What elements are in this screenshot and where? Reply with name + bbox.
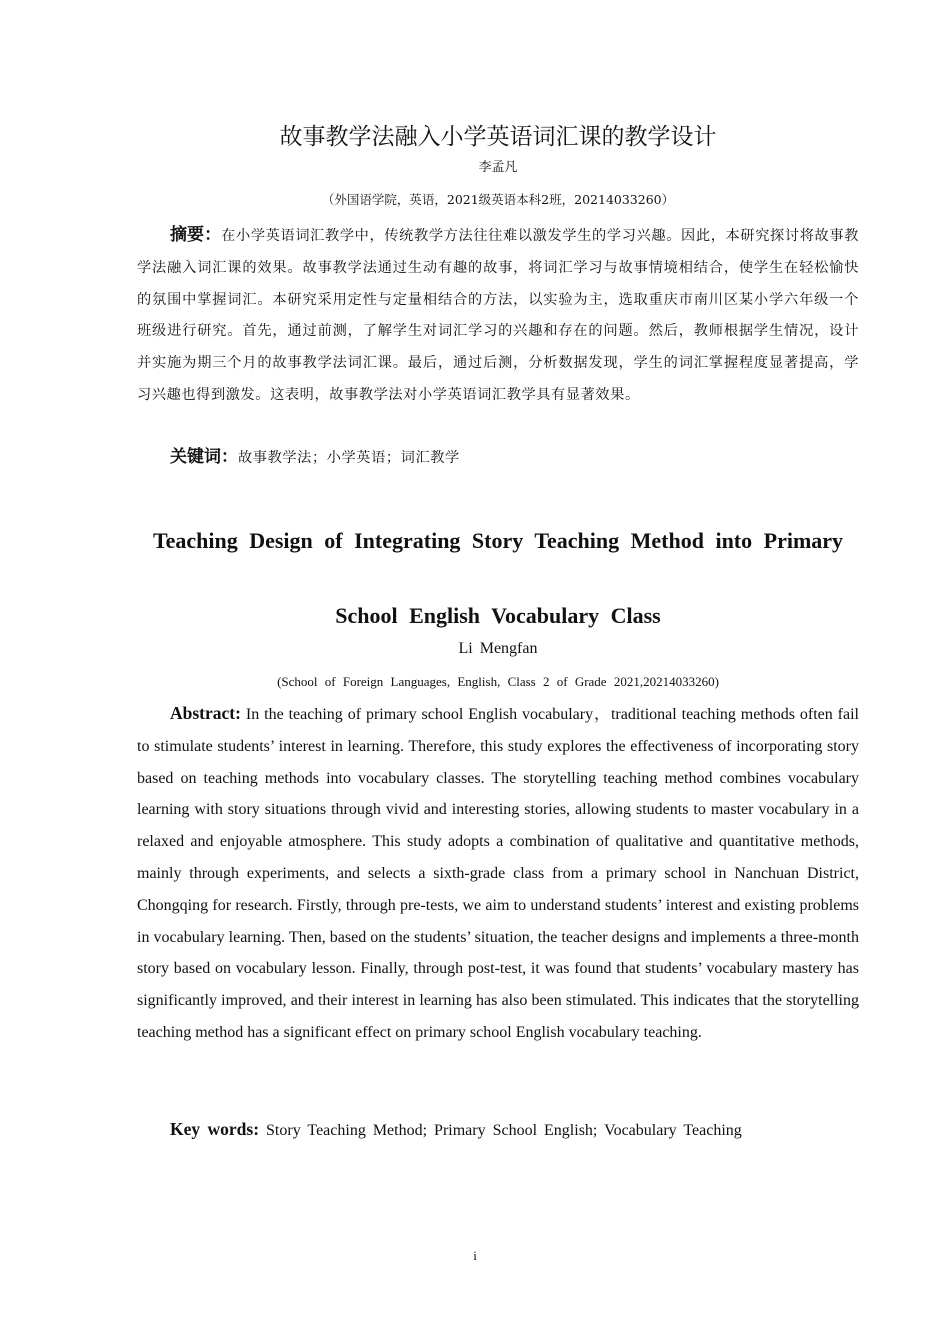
english-abstract-text: In the teaching of primary school English vocabulary，traditional teaching methods often fail to stimulate students’ interest in learning. Therefore, this study explores the effectiveness of incorporating story based on teaching methods into vocabulary classes. The storytelling teaching method combines vocabulary learning with story situations through vivid and interesting stories, allowing students to master vocabulary in a relaxed and enjoyable atmosphere. This study adopts a combination of qualitative and quantitative methods, mainly through experiments, and selects a sixth-grade class from a primary school in Nanchuan District, Chongqing for research. Firstly, through pre-tests, we aim to understand students’ interest and existing problems in vocabulary learning. Then, based on the students’ situation, the teacher designs and implements a three-month story based on vocabulary lesson. Finally, through post-test, it was found that students’ vocabulary mastery has significantly improved, and their interest in learning has also been stimulated. This indicates that the storytelling teaching method has a significant effect on primary school English vocabulary teaching. [137, 706, 860, 1041]
chinese-keywords-text: 故事教学法；小学英语；词汇教学 [238, 450, 460, 466]
page-number: i [473, 1248, 477, 1263]
chinese-author: 李孟凡 [478, 160, 518, 175]
english-keywords [170, 1113, 859, 1147]
english-abstract-label: Abstract: [170, 703, 241, 723]
english-abstract [137, 698, 859, 1049]
english-keywords-text: Story Teaching Method; Primary School English; Vocabulary Teaching [266, 1122, 742, 1139]
chinese-keywords-label: 关键词： [170, 447, 238, 467]
english-affiliation: (School of Foreign Languages, English, Class 2 of Grade 2021,20214033260) [277, 674, 719, 689]
chinese-title: 故事教学法融入小学英语词汇课的教学设计 [279, 124, 717, 150]
english-title: Teaching Design of Integrating Story Teaching Method into Primary School English Vocabulary Class [152, 528, 844, 628]
english-keywords-label: Key words: [170, 1119, 260, 1139]
chinese-affiliation: （外国语学院，英语，2021级英语本科2班，20214033260） [321, 192, 675, 207]
chinese-keywords [170, 442, 859, 473]
chinese-abstract-text: 在小学英语词汇教学中，传统教学方法往往难以激发学生的学习兴趣。因此，本研究探讨将故事教学法融入词汇课的效果。故事教学法通过生动有趣的故事，将词汇学习与故事情境相结合，使学生在轻松愉快的氛围中掌握词汇。本研究采用定性与定量相结合的方法，以实验为主，选取重庆市南川区某小学六年级一个班级进行研究。首先，通过前测，了解学生对词汇学习的兴趣和存在的问题。然后，教师根据学生情况，设计并实施为期三个月的故事教学法词汇课。最后，通过后测，分析数据发现，学生的词汇掌握程度显著提高，学习兴趣也得到激发。这表明，故事教学法对小学英语词汇教学具有显著效果。 [137, 228, 860, 403]
chinese-abstract [137, 220, 859, 412]
chinese-abstract-label: 摘要： [170, 225, 222, 245]
english-author: Li Mengfan [458, 640, 538, 657]
